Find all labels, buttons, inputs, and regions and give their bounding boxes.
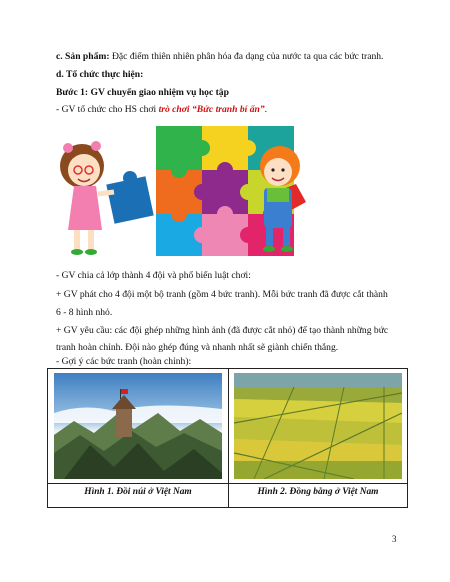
rule-2-line-a: + GV yêu cầu: các đội ghép những hình ảnh (đã được cắt nhỏ) để tạo thành những bức: [56, 325, 389, 336]
game-line: [56, 103, 410, 116]
game-name: trò chơi “Bức tranh bí ẩn”: [158, 104, 265, 115]
hint-line: - Gợi ý các bức tranh (hoàn chỉnh):: [56, 356, 192, 367]
rule-1-line-a: + GV phát cho 4 đội một bộ tranh (gồm 4 bức tranh). Mỗi bức tranh đã được cắt thành: [56, 289, 388, 300]
rice-field-photo: [234, 373, 402, 479]
mountain-photo: [54, 373, 222, 479]
figure-table: [47, 368, 408, 508]
product-line: [56, 50, 410, 63]
boy-cartoon: [260, 146, 306, 252]
product-text: Đặc điểm thiên nhiên phân hóa đa dạng của nước ta qua các bức tranh.: [109, 51, 384, 62]
product-label: c. Sản phẩm:: [56, 51, 110, 62]
organization-heading: d. Tổ chức thực hiện:: [56, 69, 144, 80]
game-line-pre: - GV tổ chức cho HS chơi: [56, 104, 159, 115]
rule-2-line-b: tranh hoàn chỉnh. Đội nào ghép đúng và nhanh nhất sẽ giành chiến thắng.: [56, 342, 339, 353]
figure-2-caption: Hình 2. Đồng bằng ở Việt Nam: [257, 487, 379, 497]
game-line-post: .: [264, 104, 268, 115]
figure-1-caption: Hình 1. Đồi núi ở Việt Nam: [84, 487, 192, 497]
page-number: 3: [392, 534, 397, 544]
step1-heading: Bước 1: GV chuyển giao nhiệm vụ học tập: [56, 87, 229, 98]
girl-cartoon: [60, 141, 114, 255]
puzzle-illustration: [48, 122, 306, 260]
rule-intro-line: - GV chia cả lớp thành 4 đội và phổ biến luật chơi:: [56, 270, 251, 281]
rule-1-line-b: 6 - 8 hình nhỏ.: [56, 307, 113, 318]
